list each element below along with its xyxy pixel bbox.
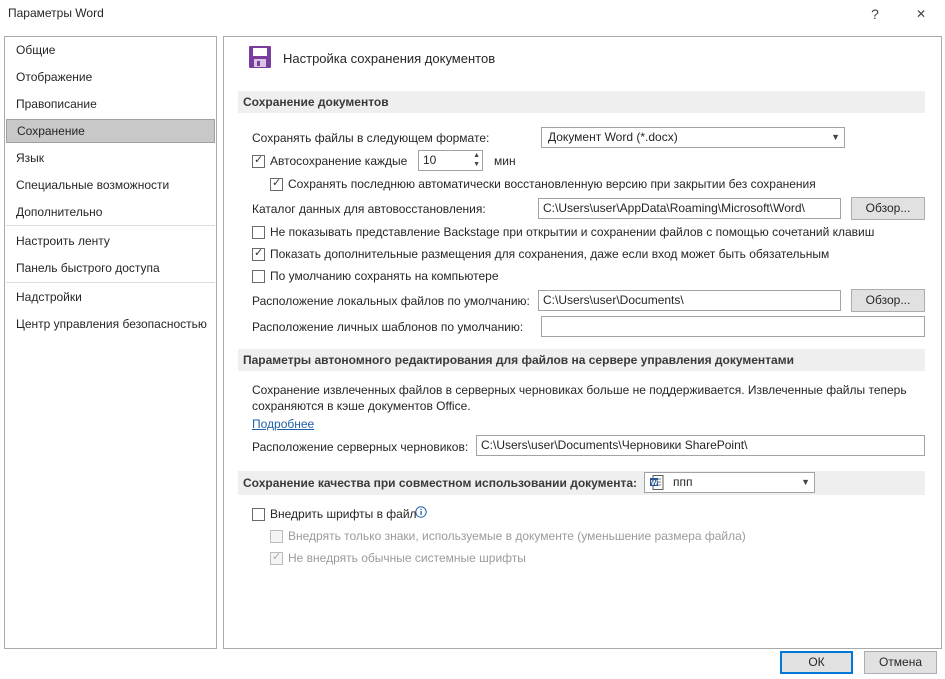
format-select[interactable] [541, 127, 845, 148]
cancel-button[interactable]: Отмена [864, 651, 937, 674]
templates-label: Расположение личных шаблонов по умолчанию: [252, 320, 524, 334]
no-backstage-checkbox[interactable] [252, 226, 265, 239]
autosave-minutes-spinner[interactable] [418, 150, 483, 171]
document-select-value: ппп [673, 475, 693, 489]
keep-last-label: Сохранять последнюю автоматически восстановленную версию при закрытии без сохранения [288, 177, 816, 191]
more-info-link[interactable]: Подробнее [252, 417, 315, 431]
sidebar-item-addins[interactable]: Надстройки [16, 290, 82, 304]
offline-info-line1: Сохранение извлеченных файлов в серверных черновиках больше не поддерживается. Извлеченные файлы теперь [252, 383, 907, 397]
sidebar-item-advanced[interactable]: Дополнительно [16, 205, 103, 219]
embed-fonts-label: Внедрить шрифты в файл [270, 507, 417, 521]
format-label: Сохранять файлы в следующем формате: [252, 131, 490, 145]
sidebar-item-language[interactable]: Язык [16, 151, 45, 165]
autorecover-path-input[interactable]: C:\Users\user\AppData\Roaming\Microsoft\Word\ [538, 198, 841, 219]
minutes-unit: мин [494, 154, 516, 168]
info-icon[interactable] [415, 506, 427, 518]
default-computer-checkbox[interactable] [252, 270, 265, 283]
help-icon: ? [871, 6, 879, 22]
save-icon [248, 45, 272, 69]
sidebar-item-accessibility[interactable]: Специальные возможности [16, 178, 170, 192]
sidebar-divider [6, 282, 215, 283]
chevron-down-icon: ▼ [831, 132, 840, 142]
checkmark-icon: ✓ [254, 154, 264, 166]
keep-last-checkbox[interactable] [270, 178, 283, 191]
checkmark-icon: ✓ [254, 247, 264, 259]
spinner-arrows-icon[interactable]: ▲ ▼ [473, 152, 480, 168]
document-select[interactable] [644, 472, 815, 493]
offline-info-line2: сохраняются в кэше документов Office. [252, 399, 471, 413]
browse-local-files-button[interactable]: Обзор... [851, 289, 925, 312]
local-files-label: Расположение локальных файлов по умолчанию: [252, 294, 530, 308]
sidebar-divider [6, 225, 215, 226]
window-title: Параметры Word [8, 6, 104, 20]
page-title: Настройка сохранения документов [283, 51, 496, 66]
sidebar-item-display[interactable]: Отображение [16, 70, 93, 84]
format-select-value: Документ Word (*.docx) [548, 130, 678, 144]
server-drafts-path-input[interactable]: C:\Users\user\Documents\Черновики SharePoint\ [476, 435, 925, 456]
autosave-minutes-value: 10 [423, 153, 437, 167]
no-common-fonts-label: Не внедрять обычные системные шрифты [288, 551, 526, 565]
server-drafts-label: Расположение серверных черновиков: [252, 440, 469, 454]
close-icon: ✕ [915, 7, 927, 21]
no-common-fonts-checkbox[interactable] [270, 552, 283, 565]
sidebar-item-quick-access[interactable]: Панель быстрого доступа [16, 261, 160, 275]
sidebar-item-proofing[interactable]: Правописание [16, 97, 97, 111]
ok-button[interactable]: ОК [780, 651, 853, 674]
section-header-offline: Параметры автономного редактирования для файлов на сервере управления документами [238, 349, 925, 371]
fidelity-title: Сохранение качества при совместном использовании документа: [243, 476, 638, 490]
show-additional-checkbox[interactable] [252, 248, 265, 261]
templates-path-input[interactable] [541, 316, 925, 337]
checkmark-icon: ✓ [272, 551, 282, 563]
sidebar-item-save[interactable]: Сохранение [6, 119, 215, 143]
embed-used-chars-checkbox[interactable] [270, 530, 283, 543]
section-header-save: Сохранение документов [238, 91, 925, 113]
help-button[interactable] [858, 0, 892, 28]
chevron-down-icon: ▼ [801, 477, 810, 487]
embed-fonts-checkbox[interactable] [252, 508, 265, 521]
sidebar-item-trust-center[interactable]: Центр управления безопасностью [16, 317, 207, 331]
word-document-icon [650, 475, 664, 490]
sidebar-item-general[interactable]: Общие [16, 43, 56, 57]
sidebar-item-customize-ribbon[interactable]: Настроить ленту [16, 234, 110, 248]
autosave-label: Автосохранение каждые [270, 154, 408, 168]
autorecover-label: Каталог данных для автовосстановления: [252, 202, 486, 216]
default-computer-label: По умолчанию сохранять на компьютере [270, 269, 499, 283]
svg-text:W: W [651, 480, 658, 487]
embed-used-chars-label: Внедрять только знаки, используемые в документе (уменьшение размера файла) [288, 529, 746, 543]
no-backstage-label: Не показывать представление Backstage при открытии и сохранении файлов с помощью сочетаний клавиш [270, 225, 875, 239]
sidebar [4, 36, 217, 649]
close-button[interactable] [904, 0, 938, 28]
show-additional-label: Показать дополнительные размещения для сохранения, даже если вход может быть обязательным [270, 247, 830, 261]
autosave-checkbox[interactable] [252, 155, 265, 168]
local-files-path-input[interactable]: C:\Users\user\Documents\ [538, 290, 841, 311]
checkmark-icon: ✓ [272, 177, 282, 189]
browse-autorecover-button[interactable]: Обзор... [851, 197, 925, 220]
section-header-fidelity [238, 471, 925, 495]
